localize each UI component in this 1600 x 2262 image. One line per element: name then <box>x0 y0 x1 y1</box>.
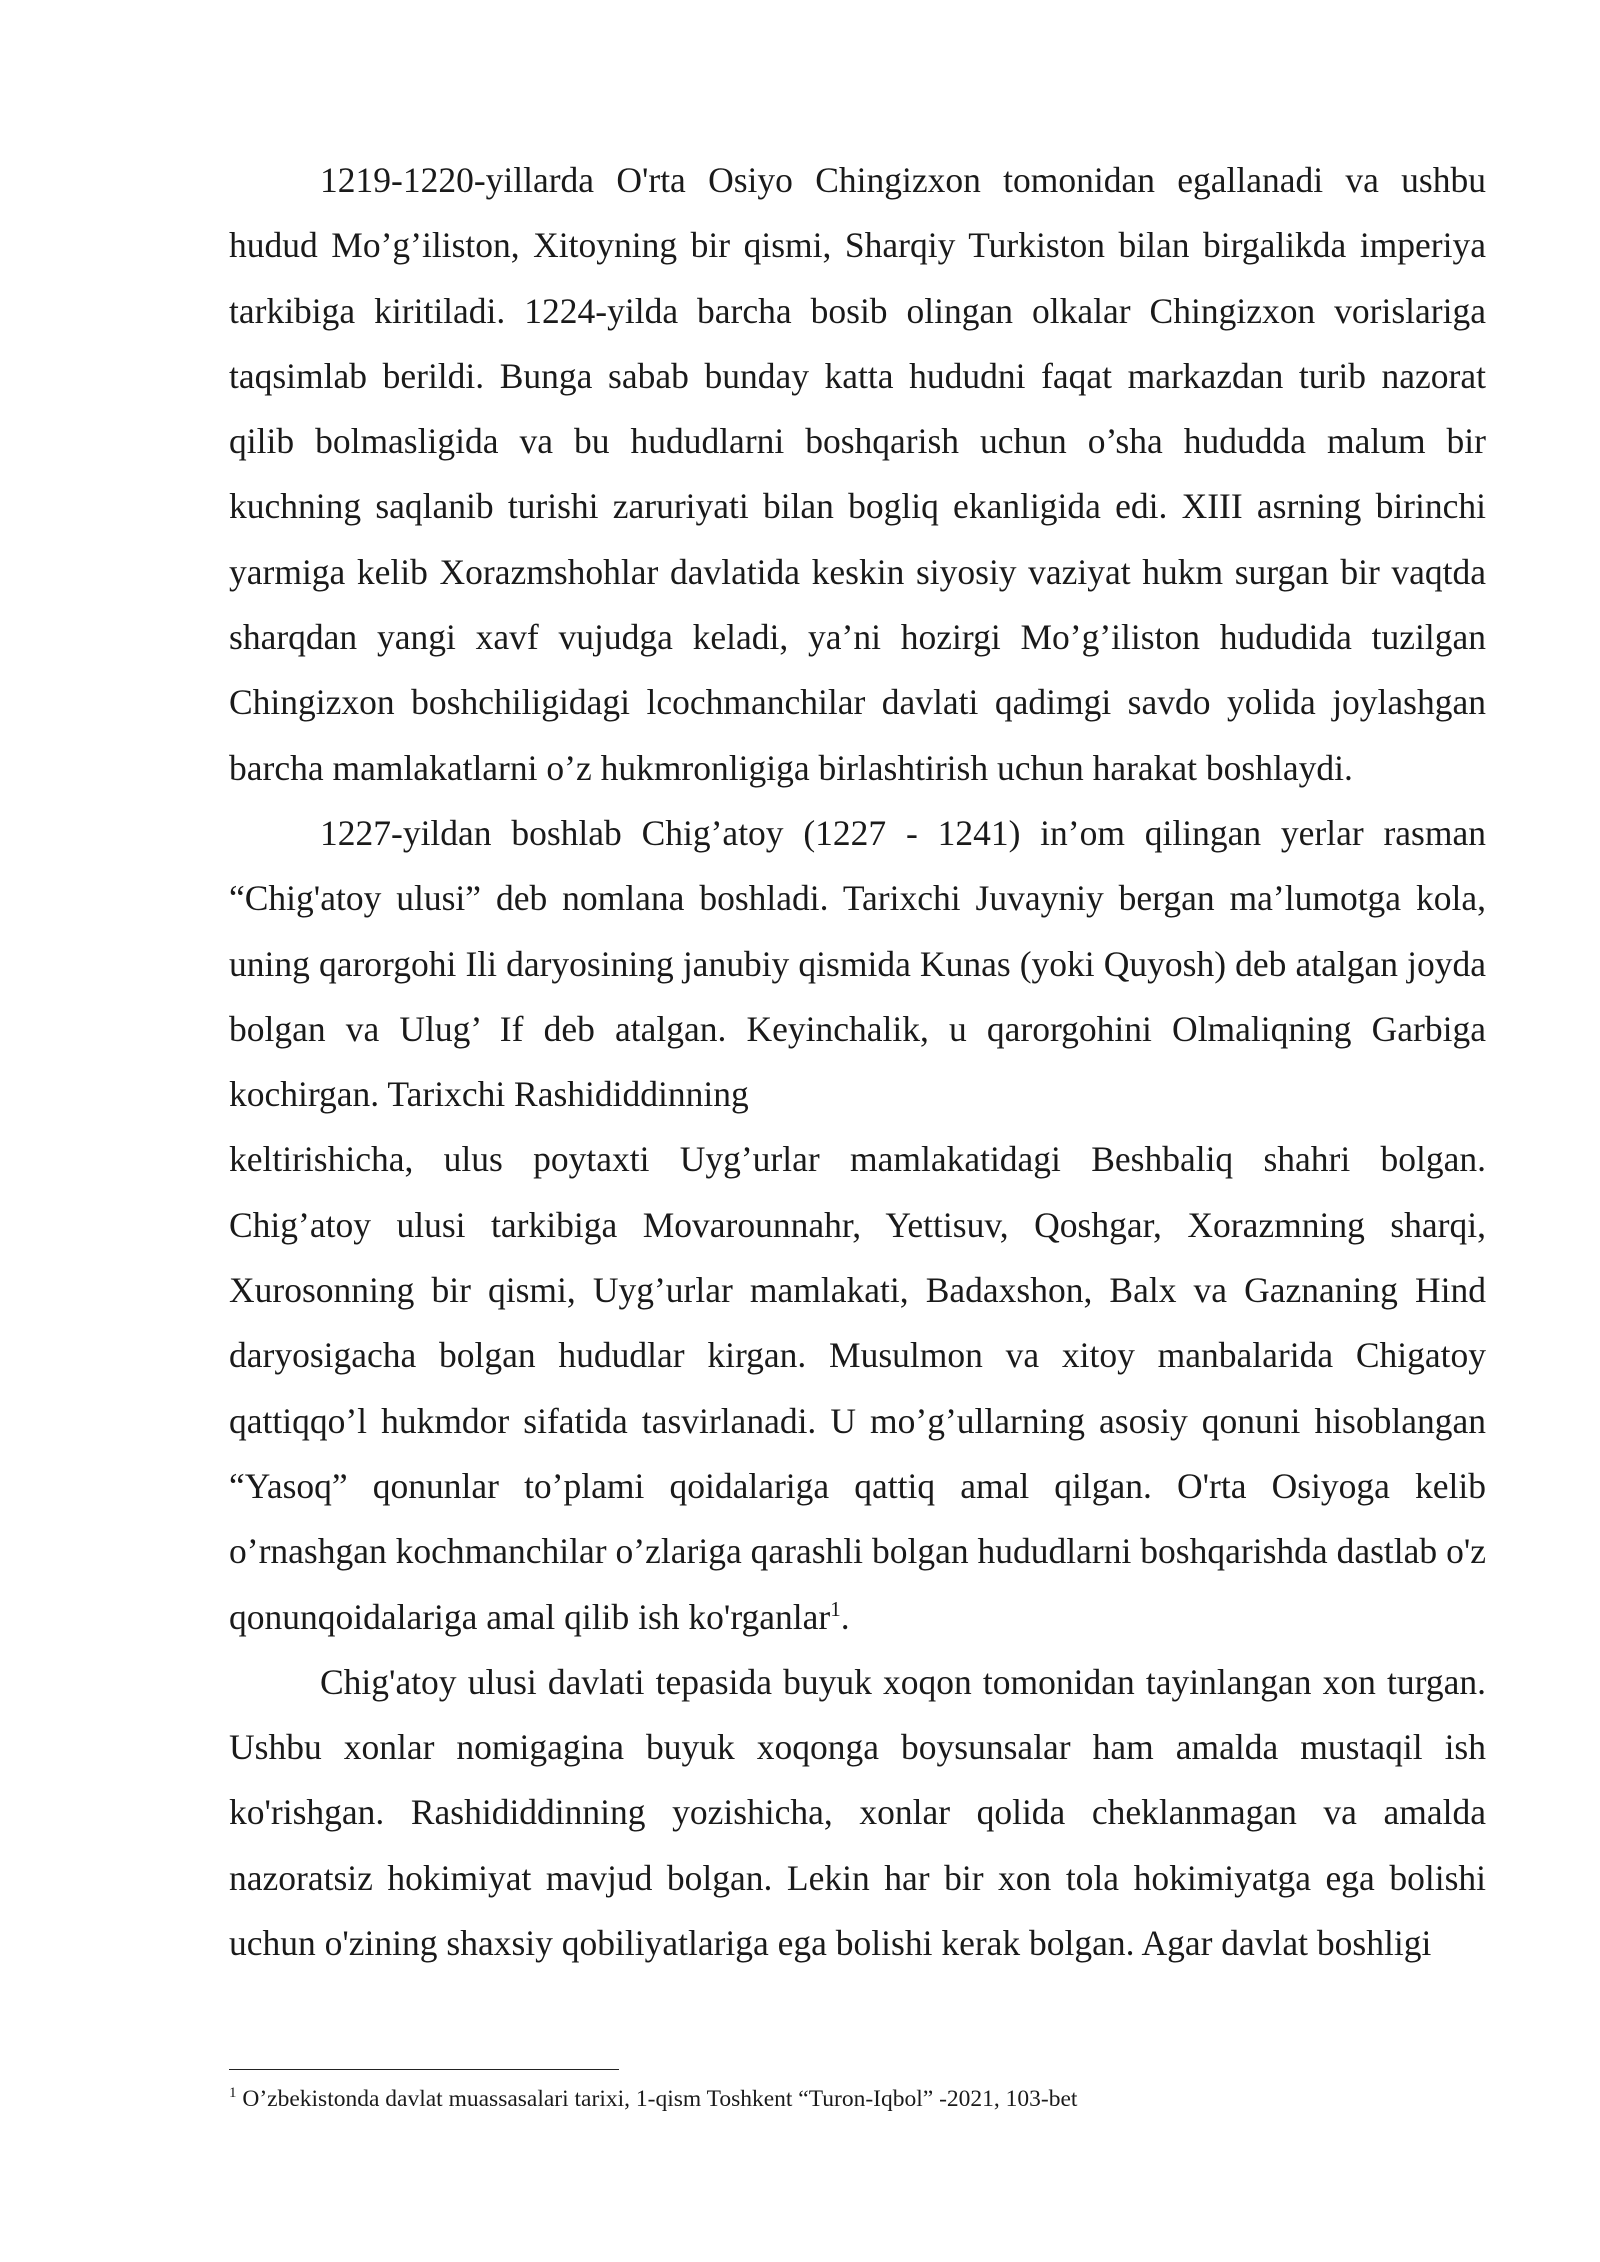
paragraph-1 <box>229 148 1486 801</box>
paragraph-2 <box>229 801 1486 1127</box>
footnote <box>229 2083 1486 2115</box>
footnote-separator <box>229 2069 619 2070</box>
paragraph-3-tail: . <box>840 1596 850 1637</box>
footnote-reference[interactable]: 1 <box>830 1596 841 1621</box>
paragraph-3-text: keltirishicha, ulus poytaxti Uyg’urlar mamlakatidagi Beshbaliq shahri bolgan. Chig’atoy ulusi tarkibiga Movarounnahr, Yettisuv, Qoshgar, Xorazmning sharqi, Xurosonning bir qismi, Uyg’urlar mamlakati, Badaxshon, Balx va Gaznaning Hind daryosigacha bolgan hududlar kirgan. Musulmon va xitoy manbalarida Chigatoy qattiqqo’l hukmdor sifatida tasvirlanadi. U mo’g’ullarning asosiy qonuni hisoblangan “Yasoq” qonunlar to’plami qoidalariga qattiq amal qilgan. O'rta Osiyoga kelib o’rnashgan kochmanchilar o’zlariga qarashli bolgan hududlarni boshqarishda dastlab o'z qonunqoidalariga amal qilib ish ko'rganlar <box>229 1139 1486 1637</box>
paragraph-4-text: Chig'atoy ulusi davlati tepasida buyuk xoqon tomonidan tayinlangan xon turgan. Ushbu xonlar nomigagina buyuk xoqonga boysunsalar ham amalda mustaqil ish ko'rishgan. Rashididdinning yozishicha, xonlar qolida cheklanmagan va amalda nazoratsiz hokimiyat mavjud bolgan. Lekin har bir xon tola hokimiyatga ega bolishi uchun o'zining shaxsiy qobiliyatlariga ega bolishi kerak bolgan. Agar davlat boshligi <box>229 1661 1486 1964</box>
footnote-text: O’zbekistonda davlat muassasalari tarixi, 1-qism Toshkent “Turon-Iqbol” -2021, 103-bet <box>236 2086 1078 2112</box>
paragraph-3 <box>229 1127 1486 1649</box>
footnote-mark: 1 <box>229 2085 237 2102</box>
document-body <box>229 148 1486 1976</box>
paragraph-2-text: 1227-yildan boshlab Chig’atoy (1227 - 1241) in’om qilingan yerlar rasman “Chig'atoy ulusi” deb nomlana boshladi. Tarixchi Juvayniy bergan ma’lumotga kola, uning qarorgohi Ili daryosining janubiy qismida Kunas (yoki Quyosh) deb atalgan joyda bolgan va Ulug’ If deb atalgan. Keyinchalik, u qarorgohini Olmaliqning Garbiga kochirgan. Tarixchi Rashididdinning <box>229 812 1486 1115</box>
paragraph-1-text: 1219-1220-yillarda O'rta Osiyo Chingizxon tomonidan egallanadi va ushbu hudud Mo’g’iliston, Xitoyning bir qismi, Sharqiy Turkiston bilan birgalikda imperiya tarkibiga kiritiladi. 1224-yilda barcha bosib olingan olkalar Chingizxon vorislariga taqsimlab berildi. Bunga sabab bunday katta hududni faqat markazdan turib nazorat qilib bolmasligida va bu hududlarni boshqarish uchun o’sha hududda malum bir kuchning saqlanib turishi zaruriyati bilan bogliq ekanligida edi. XIII asrning birinchi yarmiga kelib Xorazmshohlar davlatida keskin siyosiy vaziyat hukm surgan bir vaqtda sharqdan yangi xavf vujudga keladi, ya’ni hozirgi Mo’g’iliston hududida tuzilgan Chingizxon boshchiligidagi lcochmanchilar davlati qadimgi savdo yolida joylashgan barcha mamlakatlarni o’z hukmronligiga birlashtirish uchun harakat boshlaydi. <box>229 160 1486 788</box>
paragraph-4 <box>229 1650 1486 1976</box>
